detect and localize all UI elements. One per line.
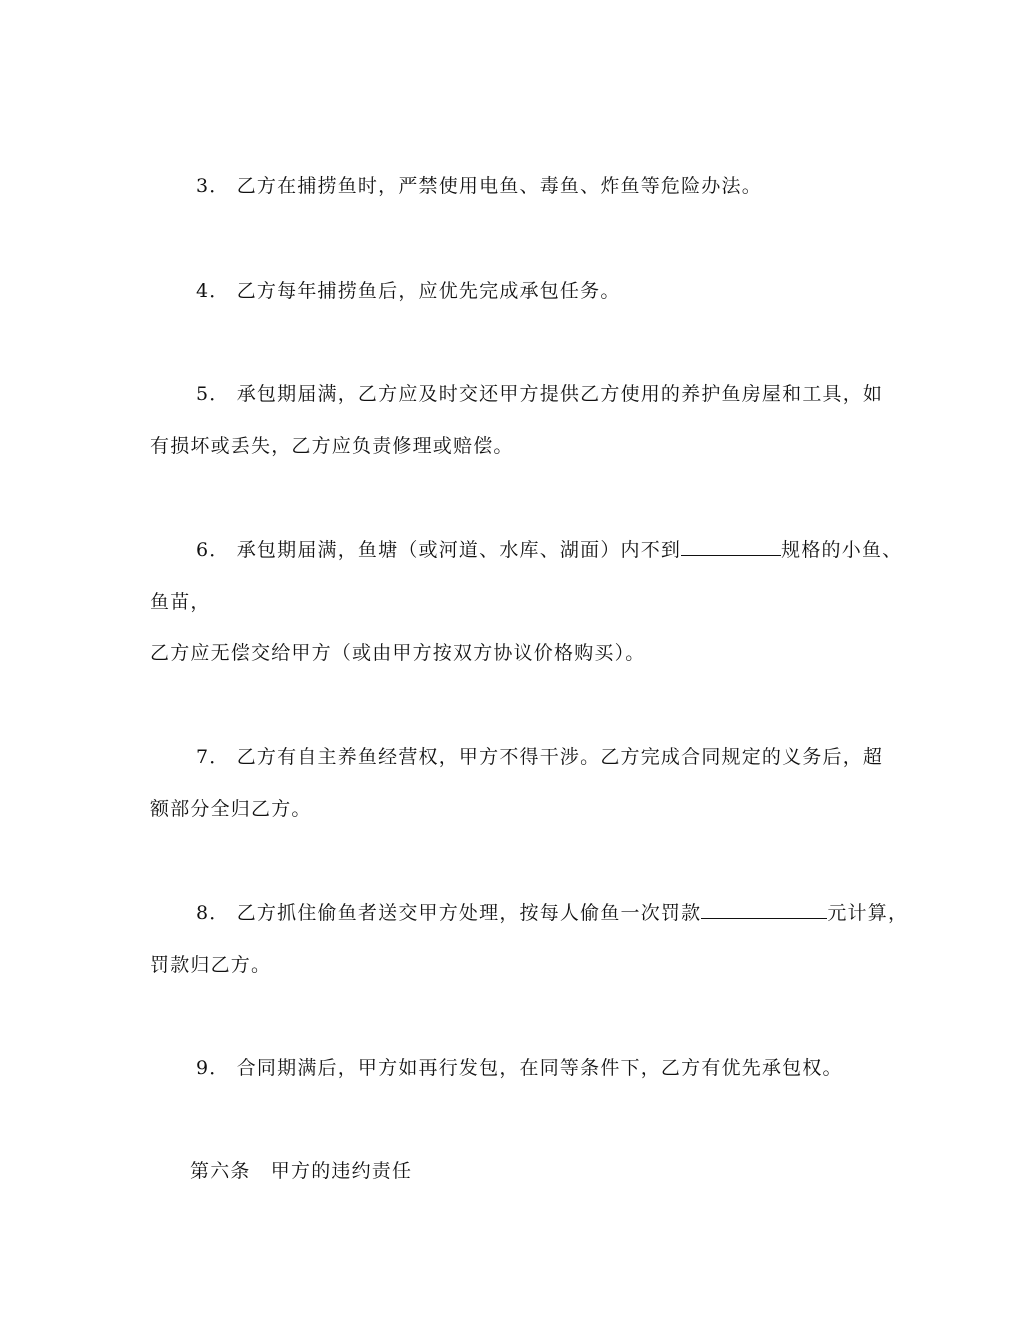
clause-7-line-1: 7． 乙方有自主养鱼经营权，甲方不得干涉。乙方完成合同规定的义务后，超 xyxy=(196,746,884,768)
clause-6-line-1-after-blank: 规格的小鱼、 xyxy=(781,539,903,561)
fine-amount-fill-blank xyxy=(701,900,827,919)
clause-7-line-2: 额部分全归乙方。 xyxy=(150,798,312,820)
clause-8-line-1 xyxy=(196,900,908,926)
clause-8-line-2: 罚款归乙方。 xyxy=(150,954,272,976)
clause-9-line-1: 9． 合同期满后，甲方如再行发包，在同等条件下，乙方有优先承包权。 xyxy=(196,1057,843,1079)
clause-6-line-3: 乙方应无偿交给甲方（或由甲方按双方协议价格购买）。 xyxy=(150,642,646,664)
clause-5-line-2: 有损坏或丢失，乙方应负责修理或赔偿。 xyxy=(150,435,514,457)
clause-8-line-1-before-blank: 8． 乙方抓住偷鱼者送交甲方处理，按每人偷鱼一次罚款 xyxy=(196,902,702,924)
clause-3-line-1: 3． 乙方在捕捞鱼时，严禁使用电鱼、毒鱼、炸鱼等危险办法。 xyxy=(196,175,762,197)
clause-6-line-1 xyxy=(196,537,902,563)
clause-5-line-1: 5． 承包期届满，乙方应及时交还甲方提供乙方使用的养护鱼房屋和工具，如 xyxy=(196,383,884,405)
spec-fill-blank xyxy=(681,537,781,556)
clause-8-line-1-after-blank: 元计算， xyxy=(827,902,909,924)
clause-6-line-1-before-blank: 6． 承包期届满，鱼塘（或河道、水库、湖面）内不到 xyxy=(196,539,682,561)
article-6-heading: 第六条 甲方的违约责任 xyxy=(190,1160,413,1182)
clause-4-line-1: 4． 乙方每年捕捞鱼后，应优先完成承包任务。 xyxy=(196,280,621,302)
clause-6-line-2: 鱼苗， xyxy=(150,591,211,613)
